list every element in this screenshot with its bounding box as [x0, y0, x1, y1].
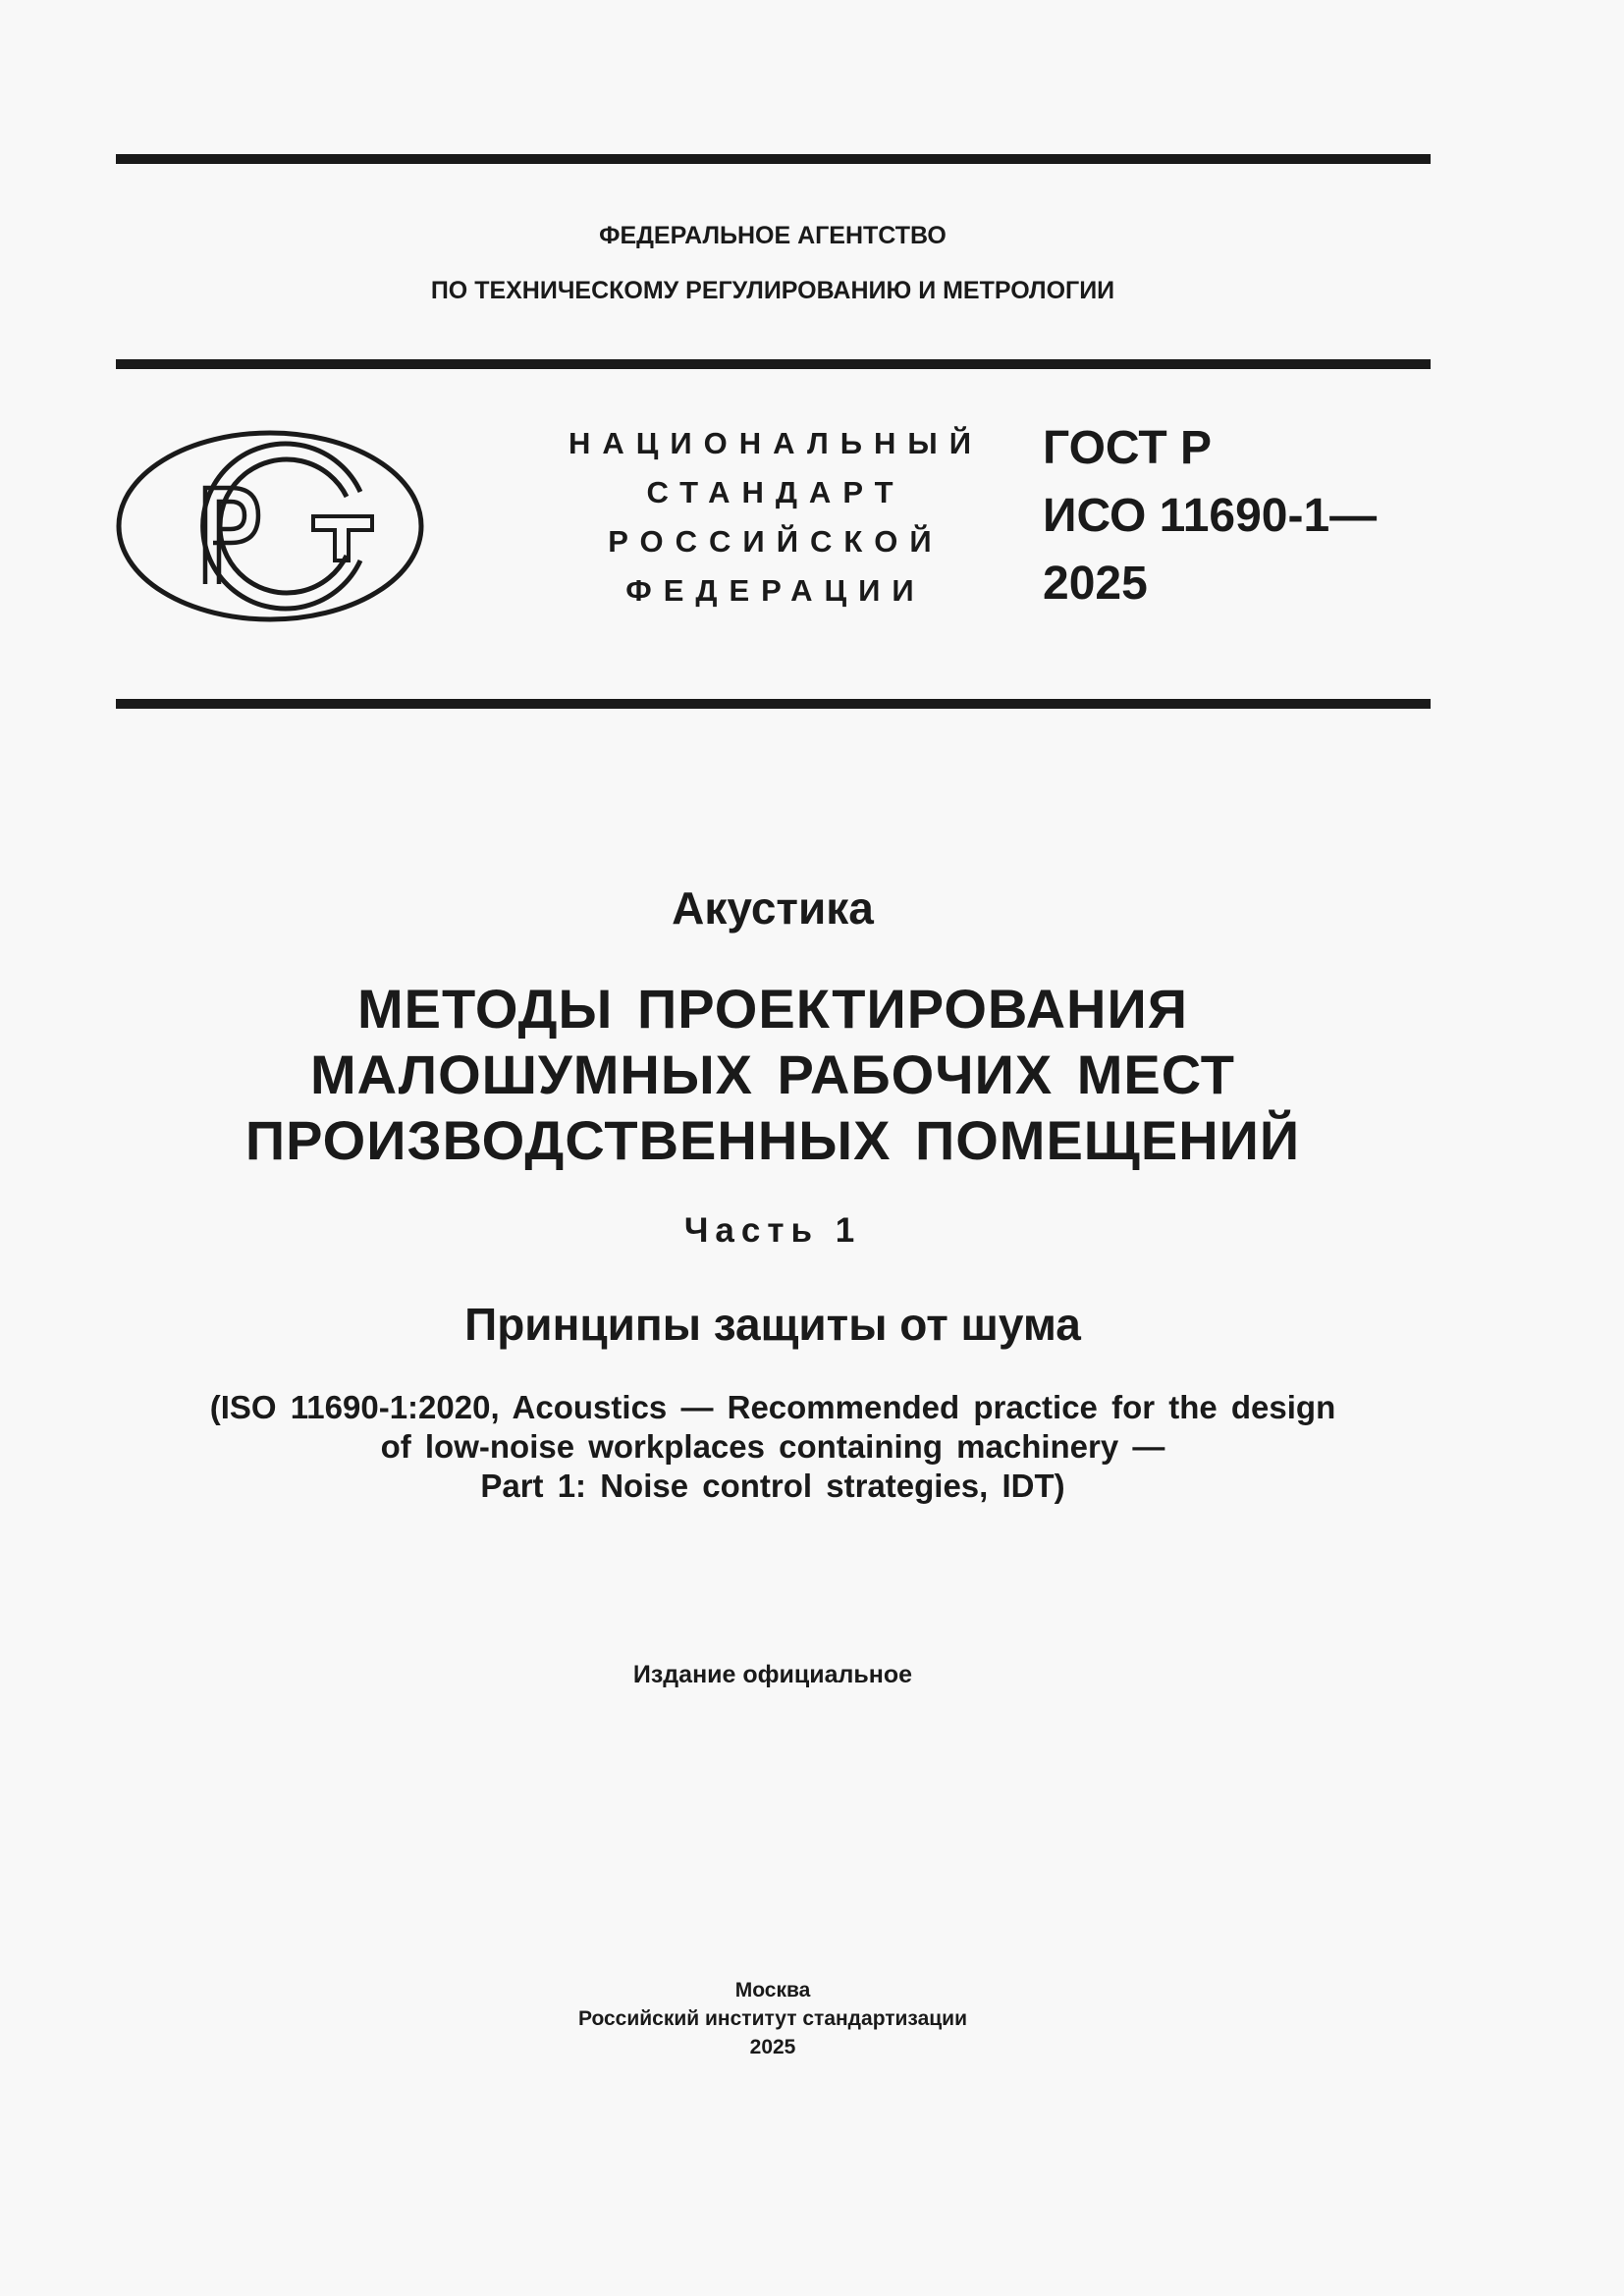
edition-label: Издание официальное	[632, 1661, 913, 1688]
iso-reference-line-1: (ISO 11690-1:2020, Acoustics — Recommended practice for the design	[209, 1389, 1336, 1425]
main-title-line-2: МАЛОШУМНЫХ РАБОЧИХ МЕСТ	[310, 1043, 1235, 1105]
footer-city: Москва	[734, 1979, 811, 2002]
national-standard-line-3: РОССИЙСКОЙ	[608, 524, 944, 559]
national-standard-line-2: СТАНДАРТ	[646, 475, 905, 509]
footer-publisher: Российский институт стандартизации	[577, 2007, 968, 2030]
agency-line-1: ФЕДЕРАЛЬНОЕ АГЕНТСТВО	[599, 222, 947, 249]
gost-designation-line-3: 2025	[1043, 558, 1148, 610]
footer-year: 2025	[749, 2036, 796, 2058]
part-title: Принципы защиты от шума	[464, 1299, 1081, 1350]
standard-block-rule	[116, 699, 1431, 709]
agency-line-2: ПО ТЕХНИЧЕСКОМУ РЕГУЛИРОВАНИЮ И МЕТРОЛОГИИ	[430, 277, 1115, 304]
subject-title: Акустика	[672, 882, 874, 934]
national-standard-line-4: ФЕДЕРАЦИИ	[625, 573, 926, 608]
main-title-line-1: МЕТОДЫ ПРОЕКТИРОВАНИЯ	[357, 978, 1188, 1040]
gost-designation-line-1: ГОСТ Р	[1043, 422, 1213, 474]
top-rule	[116, 154, 1431, 164]
gost-designation-line-2: ИСО 11690-1—	[1043, 490, 1378, 542]
national-standard-line-1: НАЦИОНАЛЬНЫЙ	[568, 426, 984, 460]
main-title-line-3: ПРОИЗВОДСТВЕННЫХ ПОМЕЩЕНИЙ	[244, 1109, 1301, 1171]
rst-certification-logo-icon	[115, 429, 425, 623]
header-rule	[116, 359, 1431, 369]
iso-reference-line-2: of low-noise workplaces containing machinery —	[380, 1428, 1165, 1465]
part-number: Часть 1	[683, 1211, 862, 1250]
iso-reference-line-3: Part 1: Noise control strategies, IDT)	[480, 1468, 1065, 1504]
